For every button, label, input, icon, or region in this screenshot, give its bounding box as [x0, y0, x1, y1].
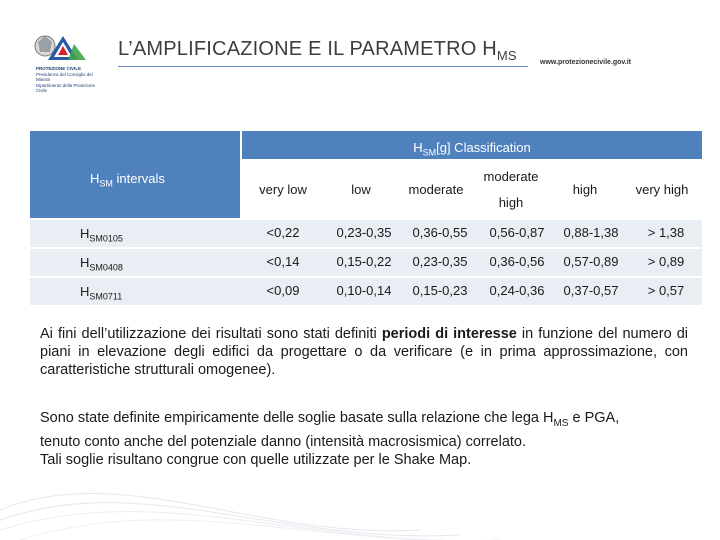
table-cell: 0,15-0,23: [412, 283, 468, 298]
table-cell: > 0,57: [647, 283, 685, 298]
table-cell: > 1,38: [647, 225, 685, 240]
table-cell: 0,56-0,87: [489, 225, 545, 240]
table-cell: 0,36-0,55: [412, 225, 468, 240]
class-moderate: moderate: [408, 181, 464, 197]
class-high: high: [572, 181, 598, 197]
decorative-swoosh: [0, 420, 720, 540]
table-cell: > 0,89: [647, 254, 685, 269]
intervals-header-cell: [30, 131, 240, 218]
page-title: L’AMPLIFICAZIONE E IL PARAMETRO $H_{MS}$: [118, 38, 517, 63]
emphasis-periods: periodi di interesse: [381, 326, 517, 342]
table-row: [30, 220, 702, 247]
class-moderate-high: moderate high: [483, 168, 539, 210]
logo-line1: PROTEZIONE CIVILE: [36, 66, 82, 71]
row-label: $H_{SM0408}$: [80, 255, 123, 273]
logo-caption: [36, 66, 100, 94]
title-subscript: MS: [496, 48, 517, 63]
table-row: [30, 278, 702, 305]
table-cell: 0,23-0,35: [336, 225, 392, 240]
row-label: $H_{SM0711}$: [80, 284, 123, 302]
class-header-row: [242, 161, 702, 218]
thresholds-line3: Tali soglie risultano congrue con quelle utilizzate per le Shake Map.: [40, 451, 472, 468]
hsm-classification-table: [30, 131, 702, 302]
table-cell: 0,57-0,89: [563, 254, 619, 269]
site-url: www.protezionecivile.gov.it: [540, 59, 632, 66]
table-cell: 0,24-0,36: [489, 283, 545, 298]
table-cell: 0,23-0,35: [412, 254, 468, 269]
intervals-header-label: $H_{SM}$ intervals: [90, 171, 165, 189]
class-very-low: very low: [259, 181, 307, 197]
thresholds-line1: Sono state definite empiricamente delle soglie basate sulla relazione che lega $H_{MS}$ e PGA,: [40, 410, 620, 429]
body-paragraph-periods: Ai fini dell’utilizzazione dei risultati sono stati definiti periodi di interesse in funzione del numero di piani in elevazione degli edifici da progettare o da verificare (e in prima approssimazione, con caratteristiche strutturali omogenee).: [40, 326, 688, 378]
class-very-high: very high: [635, 181, 689, 197]
row-label: $H_{SM0105}$: [80, 226, 123, 244]
table-cell: <0,09: [266, 283, 300, 298]
logo-line2: Presidenza del Consiglio dei Ministri: [36, 71, 93, 82]
thresholds-line2: tenuto conto anche del potenziale danno (intensità macrosismica) correlato.: [40, 433, 527, 450]
classification-header-cell: [242, 131, 702, 159]
logo-line3: Dipartimento della Protezione Civile: [36, 82, 96, 93]
table-cell: 0,88-1,38: [563, 225, 619, 240]
table-cell: 0,10-0,14: [336, 283, 392, 298]
class-low: low: [351, 181, 371, 197]
table-cell: <0,22: [266, 225, 300, 240]
title-underline: [118, 66, 528, 67]
table-cell: 0,37-0,57: [563, 283, 619, 298]
emblem-icon: [35, 36, 55, 56]
table-cell: 0,36-0,56: [489, 254, 545, 269]
table-cell: <0,14: [266, 254, 300, 269]
table-cell: 0,15-0,22: [336, 254, 392, 269]
table-row: [30, 249, 702, 276]
classification-header-label: $H_{SM}[g]$ Classification: [413, 140, 531, 158]
